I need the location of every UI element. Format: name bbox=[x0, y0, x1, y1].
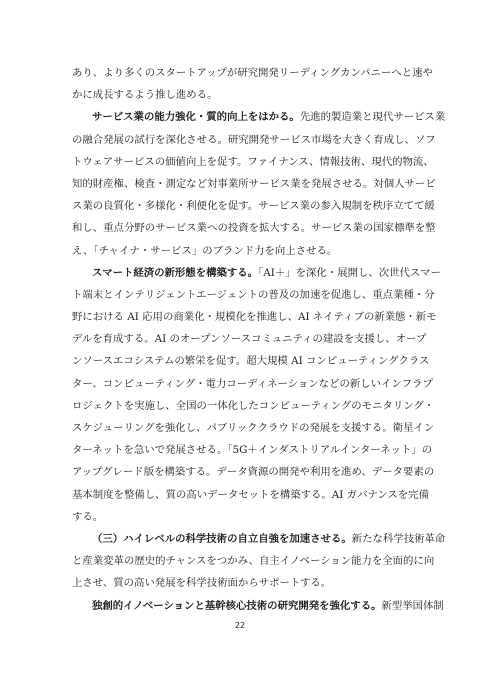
text-line bbox=[72, 240, 410, 262]
line-text: デルを育成する。AI のオープンソースコミュニティの建設を支援し、オープ bbox=[72, 333, 427, 346]
line-text: する。 bbox=[72, 510, 104, 523]
line-text: 和し、重点分野のサービス業への投資を拡大する。サービス業の国家標準を整 bbox=[72, 222, 436, 235]
text-line bbox=[72, 506, 410, 528]
bold-heading-text: （三）ハイレベルの科学技術の自立自強を加速させる。 bbox=[92, 532, 352, 545]
line-text: トウェアサービスの価値向上を促す。ファイナンス、情報技術、現代的物流、 bbox=[72, 155, 434, 168]
text-line bbox=[72, 129, 436, 151]
text-line bbox=[72, 151, 434, 173]
text-line bbox=[72, 306, 437, 328]
text-line bbox=[72, 550, 435, 572]
text-line bbox=[72, 284, 435, 306]
line-text: 基本制度を整備し、質の高いデータセットを構築する。AI ガバナンスを完備 bbox=[72, 488, 429, 501]
line-text: ンソースエコシステムの繁栄を促す。超大規模 AI コンピューティングクラス bbox=[72, 355, 430, 368]
page-number: 22 bbox=[234, 621, 246, 630]
body-text bbox=[72, 62, 446, 617]
text-line bbox=[72, 528, 446, 550]
text-line bbox=[72, 350, 430, 372]
bold-heading-text: サービス業の能力強化・質的向上をはかる。 bbox=[92, 111, 300, 124]
text-line bbox=[72, 262, 441, 284]
bold-heading-text: 独創的イノベーションと基幹核心技術の研究開発を強化する。 bbox=[92, 599, 382, 612]
line-text: ターネットを急いで発展させる。「5G＋インダストリアルインターネット」の bbox=[72, 444, 433, 457]
line-text: と産業変革の歴史的チャンスをつかみ、自主イノベーション能力を全面的に向 bbox=[72, 555, 435, 568]
line-text: アップグレード版を構築する。データ資源の開発や利用を進め、データ要素の bbox=[72, 466, 435, 479]
text-line bbox=[72, 328, 427, 350]
line-text: スケジューリングを強化し、パブリッククラウドの発展を支援する。衛星イン bbox=[72, 422, 435, 434]
line-text: の融合発展の試行を深化させる。研究開発サービス市場を大きく育成し、ソフ bbox=[72, 133, 436, 146]
line-text: 「AI＋」を深化・展開し、次世代スマー bbox=[258, 266, 441, 279]
line-text: ロジェクトを実施し、全国の一体化したコンピューティングのモニタリング・ bbox=[72, 399, 435, 412]
text-line bbox=[72, 439, 433, 461]
line-text: かに成長するよう推し進める。 bbox=[72, 89, 218, 102]
line-text: ス業の良質化・多様化・利便化を促す。サービス業の参入規制を秩序立てて緩 bbox=[72, 200, 435, 213]
line-text: 新たな科学技術革命 bbox=[351, 532, 446, 545]
text-line bbox=[72, 572, 410, 594]
text-line bbox=[72, 84, 410, 106]
text-line bbox=[72, 217, 436, 239]
text-line bbox=[72, 173, 436, 195]
text-line bbox=[72, 595, 444, 617]
text-line bbox=[72, 395, 435, 417]
text-line bbox=[72, 417, 435, 439]
text-line bbox=[72, 106, 446, 128]
text-line bbox=[72, 195, 435, 217]
bold-heading-text: スマート経済の新形態を構築する。 bbox=[92, 266, 259, 279]
text-line bbox=[72, 62, 433, 84]
line-text: 新型挙国体制 bbox=[381, 599, 444, 612]
text-line bbox=[72, 461, 435, 483]
line-text: 野における AI 応用の商業化・規模化を推進し、AI ネイティブの新業態・新モ bbox=[72, 311, 437, 324]
line-text: あり、より多くのスタートアップが研究開発リーディングカンパニーへと速や bbox=[72, 67, 433, 79]
line-text: え、「チャイナ・サービス」のブランド力を向上させる。 bbox=[72, 244, 338, 257]
line-text: 知的財産権、検査・測定など対事業所サービス業を発展させる。対個人サービ bbox=[72, 177, 436, 190]
line-text: ト端末とインテリジェントエージェントの普及の加速を促進し、重点業種・分 bbox=[72, 288, 435, 301]
line-text: 上させ、質の高い発展を科学技術面からサポートする。 bbox=[72, 577, 332, 590]
text-line bbox=[72, 484, 429, 506]
line-text: 先進的製造業と現代サービス業 bbox=[299, 111, 446, 124]
line-text: ター、コンピューティング・電力コーディネーションなどの新しいインフラプ bbox=[72, 377, 433, 390]
text-line bbox=[72, 373, 433, 395]
